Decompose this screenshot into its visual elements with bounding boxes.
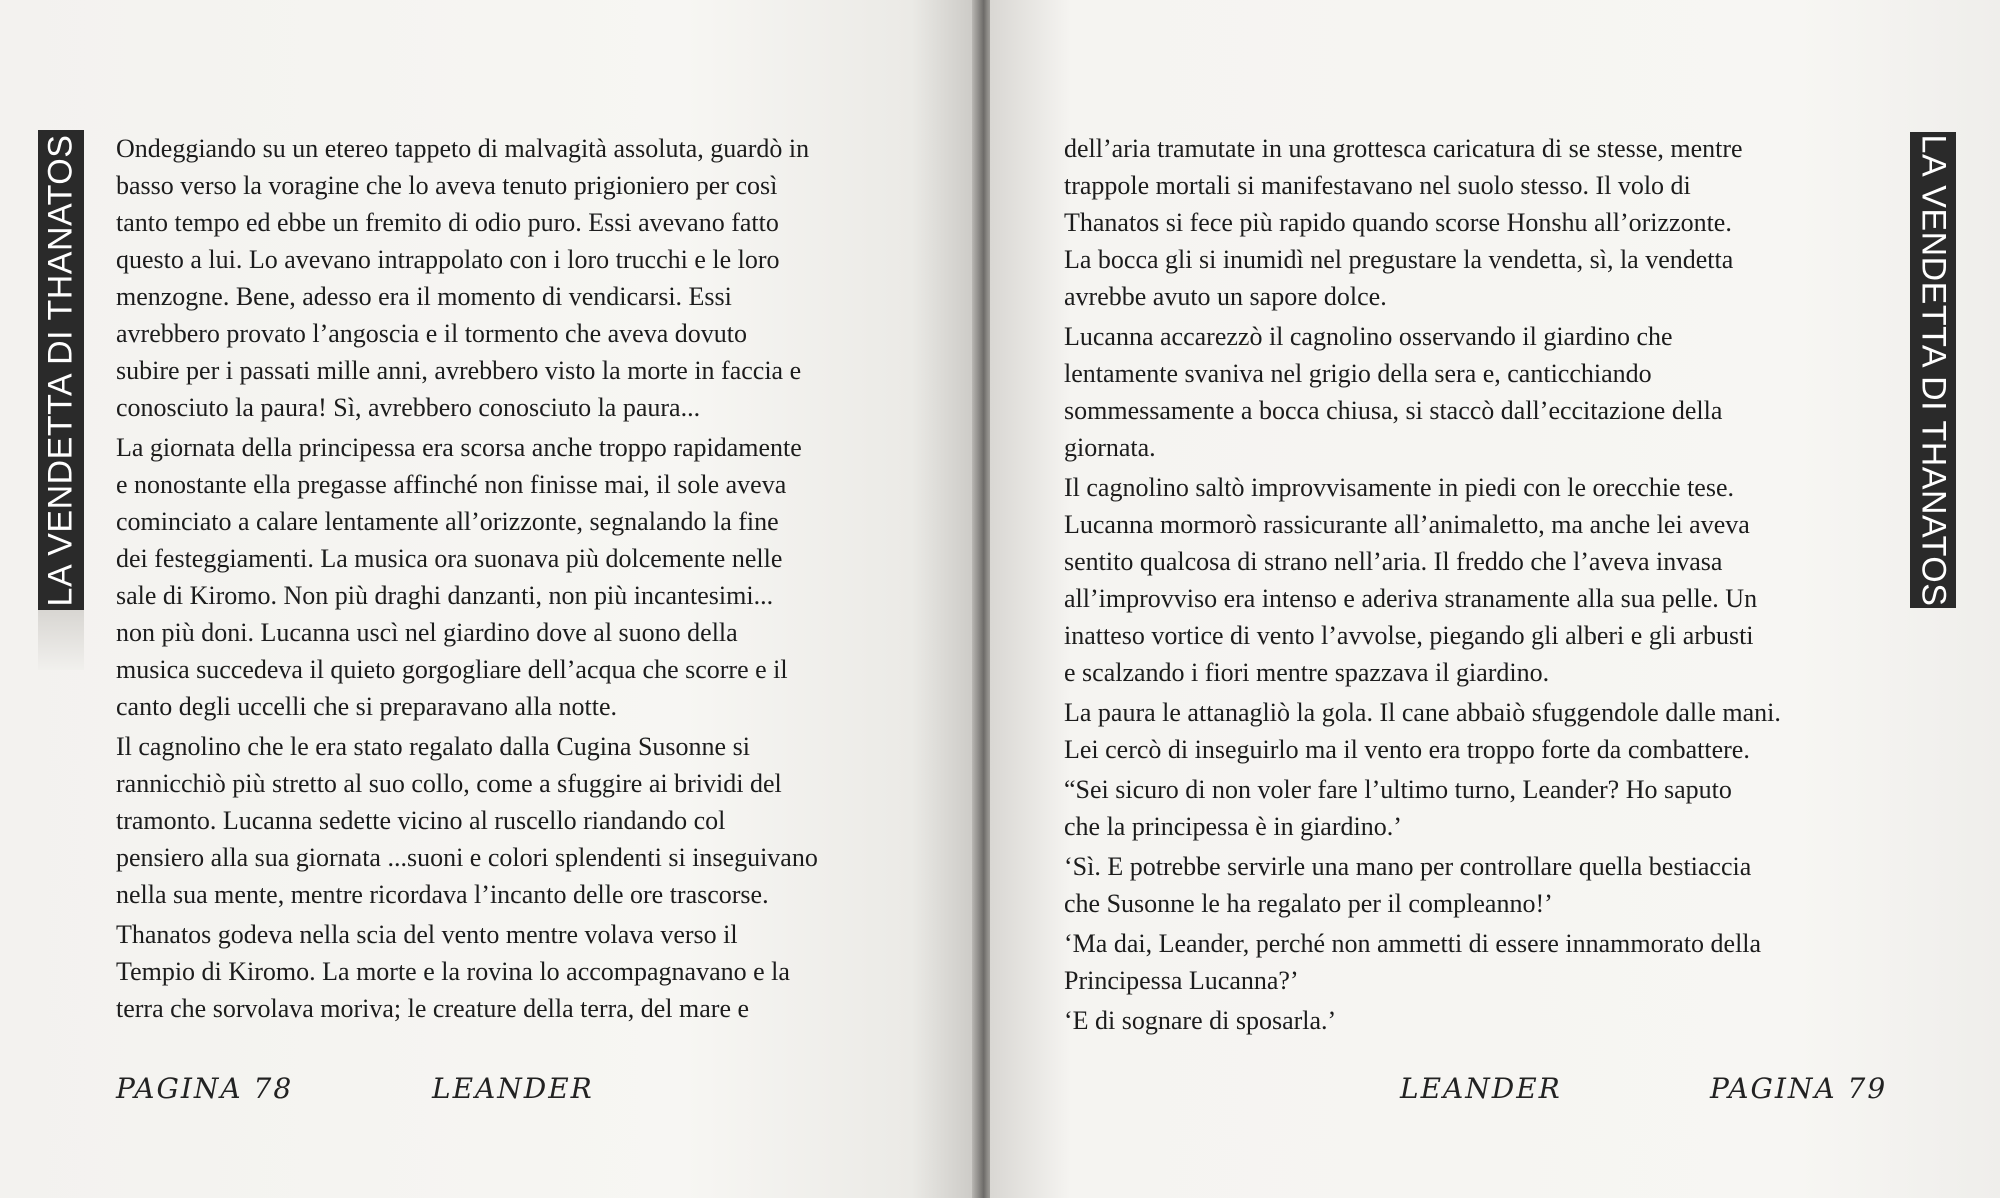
paragraph: [116, 728, 936, 913]
text-line: rannicchiò più stretto al suo collo, come a sfuggire ai brividi del: [116, 769, 782, 798]
paragraph: [1064, 469, 1894, 691]
text-line: dei festeggiamenti. La musica ora suonava più dolcemente nelle: [116, 544, 783, 573]
text-line: basso verso la voragine che lo aveva tenuto prigioniero per così: [116, 171, 778, 200]
text-line: canto degli uccelli che si preparavano alla notte.: [116, 692, 617, 721]
text-line: nella sua mente, mentre ricordava l’incanto delle ore trascorse.: [116, 880, 769, 909]
right-page-number: PAGINA 79: [1710, 1072, 1888, 1105]
paragraph: [1064, 925, 1894, 999]
text-line: lentamente svaniva nel grigio della sera e, canticchiando: [1064, 359, 1652, 388]
paragraph: [116, 429, 936, 725]
text-line: terra che sorvolava moriva; le creature della terra, del mare e: [116, 994, 750, 1023]
text-line: La giornata della principessa era scorsa anche troppo rapidamente: [116, 433, 802, 462]
paragraph: [1064, 694, 1894, 768]
paragraph: [1064, 771, 1894, 845]
left-running-title: LEANDER: [432, 1072, 594, 1105]
right-running-title: LEANDER: [1400, 1072, 1562, 1105]
text-line: che Susonne le ha regalato per il compleanno!’: [1064, 889, 1553, 918]
left-side-tab-label: LA VENDETTA DI THANATOS: [41, 134, 80, 606]
left-side-tab: [38, 130, 84, 610]
right-side-tab: [1910, 132, 1956, 608]
text-line: Thanatos si fece più rapido quando scorse Honshu all’orizzonte.: [1064, 208, 1732, 237]
text-line: Lucanna accarezzò il cagnolino osservando il giardino che: [1064, 322, 1673, 351]
text-line: menzogne. Bene, adesso era il momento di vendicarsi. Essi: [116, 282, 732, 311]
text-line: avrebbe avuto un sapore dolce.: [1064, 282, 1387, 311]
text-line: musica succedeva il quieto gorgogliare dell’acqua che scorre e il: [116, 655, 788, 684]
text-line: Lucanna mormorò rassicurante all’animaletto, ma anche lei aveva: [1064, 510, 1750, 539]
text-line: non più doni. Lucanna uscì nel giardino dove al suono della: [116, 618, 738, 647]
text-line: subire per i passati mille anni, avrebbero visto la morte in faccia e: [116, 356, 802, 385]
text-line: sentito qualcosa di strano nell’aria. Il freddo che l’aveva invasa: [1064, 547, 1723, 576]
left-body-text: [116, 130, 936, 1030]
paragraph: [116, 130, 936, 426]
text-line: Thanatos godeva nella scia del vento mentre volava verso il: [116, 920, 738, 949]
paragraph: [116, 916, 936, 1027]
text-line: avrebbero provato l’angoscia e il tormento che aveva dovuto: [116, 319, 747, 348]
text-line: Tempio di Kiromo. La morte e la rovina lo accompagnavano e la: [116, 957, 790, 986]
text-line: conosciuto la paura! Sì, avrebbero conosciuto la paura...: [116, 393, 701, 422]
text-line: che la principessa è in giardino.’: [1064, 812, 1402, 841]
text-line: cominciato a calare lentamente all’orizzonte, segnalando la fine: [116, 507, 779, 536]
left-page-number: PAGINA 78: [116, 1072, 294, 1105]
paragraph: [1064, 318, 1894, 466]
text-line: pensiero alla sua giornata ...suoni e colori splendenti si inseguivano: [116, 843, 818, 872]
right-body-text: [1064, 130, 1894, 1042]
left-page: [0, 0, 980, 1198]
text-line: Il cagnolino che le era stato regalato dalla Cugina Susonne si: [116, 732, 750, 761]
paragraph: [1064, 848, 1894, 922]
text-line: e nonostante ella pregasse affinché non finisse mai, il sole aveva: [116, 470, 787, 499]
text-line: Lei cercò di inseguirlo ma il vento era troppo forte da combattere.: [1064, 735, 1750, 764]
right-page: [990, 0, 2000, 1198]
text-line: Il cagnolino saltò improvvisamente in piedi con le orecchie tese.: [1064, 473, 1735, 502]
text-line: La bocca gli si inumidì nel pregustare la vendetta, sì, la vendetta: [1064, 245, 1734, 274]
text-line: Ondeggiando su un etereo tappeto di malvagità assoluta, guardò in: [116, 134, 810, 163]
text-line: ‘Ma dai, Leander, perché non ammetti di essere innammorato della: [1064, 929, 1762, 958]
left-tab-shadow: [38, 610, 84, 670]
text-line: trappole mortali si manifestavano nel suolo stesso. Il volo di: [1064, 171, 1691, 200]
text-line: inatteso vortice di vento l’avvolse, piegando gli alberi e gli arbusti: [1064, 621, 1754, 650]
text-line: tanto tempo ed ebbe un fremito di odio puro. Essi avevano fatto: [116, 208, 779, 237]
text-line: dell’aria tramutate in una grottesca caricatura di se stesse, mentre: [1064, 134, 1743, 163]
text-line: sale di Kiromo. Non più draghi danzanti, non più incantesimi...: [116, 581, 774, 610]
text-line: e scalzando i fiori mentre spazzava il giardino.: [1064, 658, 1550, 687]
text-line: ‘Sì. E potrebbe servirle una mano per controllare quella bestiaccia: [1064, 852, 1752, 881]
text-line: Principessa Lucanna?’: [1064, 966, 1299, 995]
right-side-tab-label: LA VENDETTA DI THANATOS: [1914, 134, 1953, 606]
text-line: sommessamente a bocca chiusa, si staccò dall’eccitazione della: [1064, 396, 1723, 425]
text-line: questo a lui. Lo avevano intrappolato con i loro trucchi e le loro: [116, 245, 780, 274]
text-line: tramonto. Lucanna sedette vicino al ruscello riandando col: [116, 806, 726, 835]
text-line: “Sei sicuro di non voler fare l’ultimo turno, Leander? Ho saputo: [1064, 775, 1732, 804]
text-line: all’improvviso era intenso e aderiva stranamente alla sua pelle. Un: [1064, 584, 1758, 613]
text-line: giornata.: [1064, 433, 1156, 462]
text-line: ‘E di sognare di sposarla.’: [1064, 1006, 1337, 1035]
paragraph: [1064, 1002, 1894, 1039]
paragraph: [1064, 130, 1894, 315]
text-line: La paura le attanagliò la gola. Il cane abbaiò sfuggendole dalle mani.: [1064, 698, 1781, 727]
